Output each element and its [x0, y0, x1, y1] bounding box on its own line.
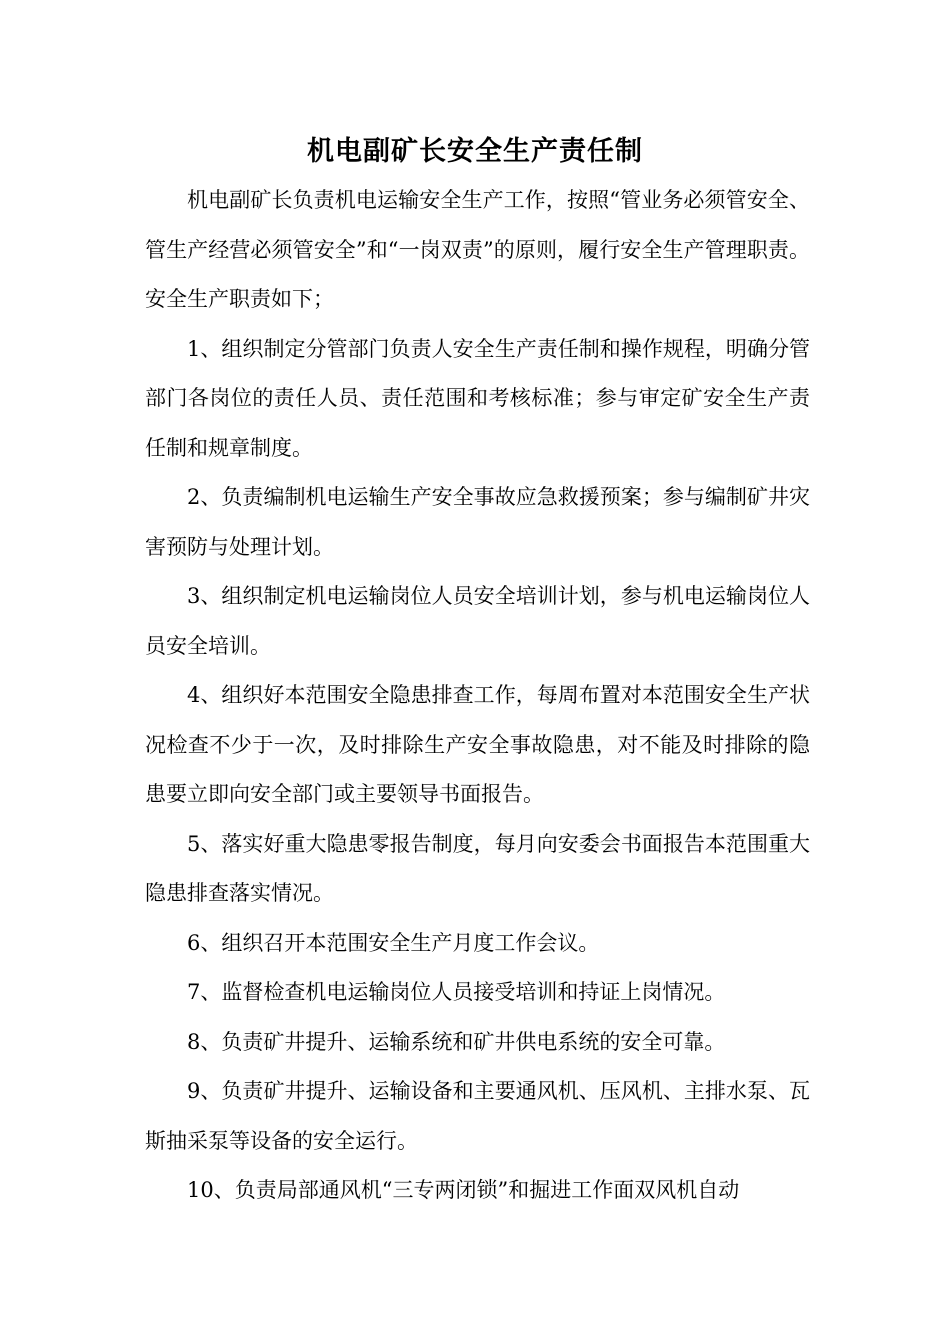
duty-item-5: 5、落实好重大隐患零报告制度，每月向安委会书面报告本范围重大隐患排查落实情况。	[145, 831, 810, 905]
duty-item-7: 7、监督检查机电运输岗位人员接受培训和持证上岗情况。	[187, 980, 726, 1004]
document-title: 机电副矿长安全生产责任制	[307, 136, 643, 167]
duty-item-6: 6、组织召开本范围安全生产月度工作会议。	[187, 930, 600, 955]
duty-item-9: 9、负责矿井提升、运输设备和主要通风机、压风机、主排水泵、瓦斯抽采泵等设备的安全运行。	[145, 1079, 810, 1153]
intro-paragraph: 机电副矿长负责机电运输安全生产工作，按照“管业务必须管安全、管生产经营必须管安全”和“一岗双责”的原则，履行安全生产管理职责。安全生产职责如下；	[145, 188, 810, 311]
duty-item-1: 1、组织制定分管部门负责人安全生产责任制和操作规程，明确分管部门各岗位的责任人员、责任范围和考核标准；参与审定矿安全生产责任制和规章制度。	[145, 336, 810, 460]
duty-item-10: 10、负责局部通风机“三专两闭锁”和掘进工作面双风机自动	[187, 1178, 740, 1202]
duty-item-3: 3、组织制定机电运输岗位人员安全培训计划，参与机电运输岗位人员安全培训。	[145, 584, 810, 658]
duty-item-2: 2、负责编制机电运输生产安全事故应急救援预案；参与编制矿井灾害预防与处理计划。	[145, 485, 810, 559]
document-body	[145, 176, 810, 1216]
duty-item-8: 8、负责矿井提升、运输系统和矿井供电系统的安全可靠。	[187, 1029, 726, 1054]
duty-item-4: 4、组织好本范围安全隐患排查工作，每周布置对本范围安全生产状况检查不少于一次，及时排除生产安全事故隐患，对不能及时排除的隐患要立即向安全部门或主要领导书面报告。	[145, 683, 810, 806]
